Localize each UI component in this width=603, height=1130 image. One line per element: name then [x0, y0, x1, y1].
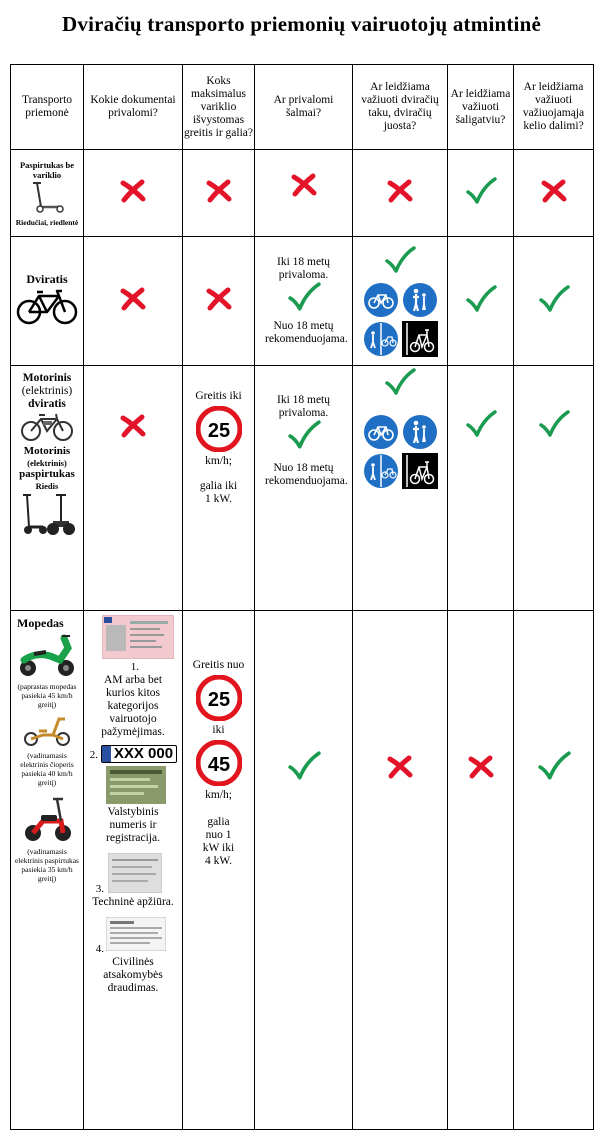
doc-number: 3. — [95, 883, 104, 895]
vehicle-name-ebike-4: Motorinis — [23, 445, 71, 457]
red-cross-icon — [540, 179, 568, 207]
answer-cell — [514, 237, 594, 366]
vehicle-name-scooter: Paspirtukas be variklio — [19, 159, 75, 180]
speed-label-moped: Greitis nuo — [192, 659, 245, 671]
electric-scooter-icon — [21, 791, 73, 843]
red-cross-icon — [205, 287, 233, 315]
vehicle-cell-electric — [11, 366, 84, 611]
bicycle-lane-sign-icon — [402, 453, 438, 489]
vehicle-name-ebike-5: (elektrinis) — [27, 458, 67, 468]
red-cross-icon — [467, 755, 495, 783]
green-check-icon — [537, 751, 571, 785]
green-check-icon — [287, 420, 321, 454]
answer-cell — [255, 150, 353, 237]
license-plate — [101, 745, 177, 763]
vehicle-sub-scooter: Riedučiai, riedlentė — [15, 217, 79, 227]
speed-limit-from: 25 — [207, 689, 230, 711]
speed-unit-moped: km/h; — [205, 789, 232, 801]
header-sidewalk: Ar leidžiama važiuoti šaligatviu? — [448, 65, 514, 150]
doc-number: 2. — [89, 749, 98, 761]
red-cross-icon — [386, 755, 414, 783]
speed-limit-45-sign-icon — [196, 740, 242, 786]
vehicle-cell-bicycle — [11, 237, 84, 366]
speed-cell-moped — [183, 611, 255, 1130]
pedestrian-path-sign-icon — [402, 282, 438, 318]
doc-text-license: AM arba bet kurios kitos kategorijos vairuotojo pažymėjimas. — [101, 674, 165, 738]
speed-limit-25-sign-icon — [196, 406, 242, 452]
answer-cell — [84, 150, 183, 237]
green-check-icon — [384, 246, 416, 278]
header-speed-power: Koks maksimalus variklio išvystomas greitis ir galia? — [183, 65, 255, 150]
helmet-note-under-18: Iki 18 metų privaloma. — [276, 394, 331, 419]
bicycle-lane-sign-icon — [402, 321, 438, 357]
answer-cell — [183, 150, 255, 237]
doc-number: 4. — [95, 943, 104, 955]
vehicle-name-bicycle: Dviratis — [26, 271, 68, 286]
answer-cell — [353, 150, 448, 237]
moped-icon — [16, 630, 78, 678]
green-check-icon — [384, 368, 416, 400]
speed-cell-electric — [183, 366, 255, 611]
pedestrian-path-sign-icon — [402, 414, 438, 450]
answer-cell — [448, 150, 514, 237]
red-cross-icon — [119, 414, 147, 442]
doc-number: 1. — [130, 661, 139, 673]
vehicle-cell-moped — [11, 611, 84, 1130]
inspection-card-icon — [108, 853, 162, 893]
shared-path-sign-icon — [363, 321, 399, 357]
red-cross-icon — [205, 179, 233, 207]
speed-limit-to: 45 — [207, 754, 230, 776]
table-row-moped — [11, 611, 594, 1130]
escooter-caption: (vadinamasis elektrinis paspirtukas pasiekia 35 km/h greitį) — [15, 847, 79, 883]
green-check-icon — [287, 751, 321, 785]
speed-limit-25-sign-icon — [196, 675, 242, 721]
answer-cell — [514, 366, 594, 611]
bike-lane-signs — [353, 414, 447, 489]
answer-cell — [448, 366, 514, 611]
answer-cell — [448, 237, 514, 366]
kick-scooter-icon — [27, 180, 67, 214]
vehicle-name-ebike-7: Riedis — [35, 481, 59, 491]
table-row-bicycle — [11, 237, 594, 366]
vehicle-name-ebike-2: (elektrinis) — [21, 385, 73, 397]
red-cross-icon — [119, 287, 147, 315]
electric-bicycle-icon — [19, 411, 75, 441]
answer-cell — [353, 611, 448, 1130]
green-check-icon — [538, 285, 570, 317]
electric-scooter-segway-icon — [17, 491, 77, 537]
documents-cell-moped — [84, 611, 183, 1130]
answer-cell — [84, 237, 183, 366]
page-title: Dviračių transporto priemonių vairuotojų atmintinė — [62, 12, 541, 36]
helmet-note-over-18: Nuo 18 metų rekomenduojama. — [265, 462, 348, 487]
answer-cell — [183, 237, 255, 366]
registration-document-icon — [106, 766, 166, 804]
header-roadway: Ar leidžiama važiuoti važiuojamąja kelio dalimi? — [514, 65, 594, 150]
doc-text-inspection: Techninė apžiūra. — [92, 896, 174, 908]
doc-text-registration: Valstybinis numeris ir registracija. — [106, 806, 160, 844]
vehicle-cell-scooter — [11, 150, 84, 237]
speed-mid-moped: iki — [212, 724, 225, 736]
chopper-caption: (vadinamasis elektrinis čioperis pasiekia 40 km/h greitį) — [20, 751, 74, 787]
vehicle-name-ebike-6: paspirtukas — [19, 468, 75, 480]
vehicle-name-moped: Mopedas — [17, 616, 64, 630]
bike-lane-cell-electric — [353, 366, 448, 611]
power-electric: galia iki 1 kW. — [199, 480, 238, 505]
helmet-note-over-18: Nuo 18 metų rekomenduojama. — [265, 320, 348, 345]
driving-license-icon — [102, 615, 174, 659]
speed-unit-electric: km/h; — [205, 455, 232, 467]
bike-lane-cell-bicycle — [353, 237, 448, 366]
power-moped: galia nuo 1 kW iki 4 kW. — [202, 816, 235, 867]
documents-list — [84, 615, 182, 995]
header-row — [11, 65, 594, 150]
header-bike-lane: Ar leidžiama važiuoti dviračių taku, dviračių juosta? — [353, 65, 448, 150]
doc-text-insurance: Civilinės atsakomybės draudimas. — [103, 956, 163, 994]
red-cross-icon — [119, 179, 147, 207]
vehicle-name-ebike-3: dviratis — [28, 398, 66, 410]
green-check-icon — [287, 282, 321, 316]
license-plate-text: XXX 000 — [113, 745, 174, 762]
insurance-policy-icon — [106, 917, 166, 951]
shared-path-sign-icon — [363, 453, 399, 489]
answer-cell — [448, 611, 514, 1130]
helmet-cell-electric — [255, 366, 353, 611]
answer-cell — [514, 611, 594, 1130]
green-check-icon — [465, 177, 497, 209]
speed-label-electric: Greitis iki — [195, 390, 242, 402]
header-vehicle: Transporto priemonė — [11, 65, 84, 150]
electric-chopper-icon — [21, 713, 73, 747]
table-row-electric — [11, 366, 594, 611]
bike-lane-signs — [353, 282, 447, 357]
header-helmet: Ar privalomi šalmai? — [255, 65, 353, 150]
eu-strip-icon — [102, 746, 111, 762]
table-row-scooter — [11, 150, 594, 237]
header-documents: Kokie dokumentai privalomi? — [84, 65, 183, 150]
bicycle-icon — [15, 286, 79, 326]
bicycle-path-sign-icon — [363, 414, 399, 450]
memo-table — [10, 64, 594, 1130]
answer-cell — [514, 150, 594, 237]
speed-limit-value: 25 — [207, 420, 230, 442]
moped-caption: (paprastas mopedas pasiekia 45 km/h greitį) — [17, 682, 77, 709]
red-cross-icon — [386, 179, 414, 207]
green-check-icon — [538, 410, 570, 442]
answer-cell — [84, 366, 183, 611]
vehicle-name-ebike-1: Motorinis — [22, 372, 72, 384]
helmet-note-under-18: Iki 18 metų privaloma. — [276, 256, 331, 281]
green-check-icon — [465, 285, 497, 317]
red-cross-icon — [290, 173, 318, 201]
bicycle-path-sign-icon — [363, 282, 399, 318]
helmet-cell-bicycle — [255, 237, 353, 366]
answer-cell — [255, 611, 353, 1130]
green-check-icon — [465, 410, 497, 442]
